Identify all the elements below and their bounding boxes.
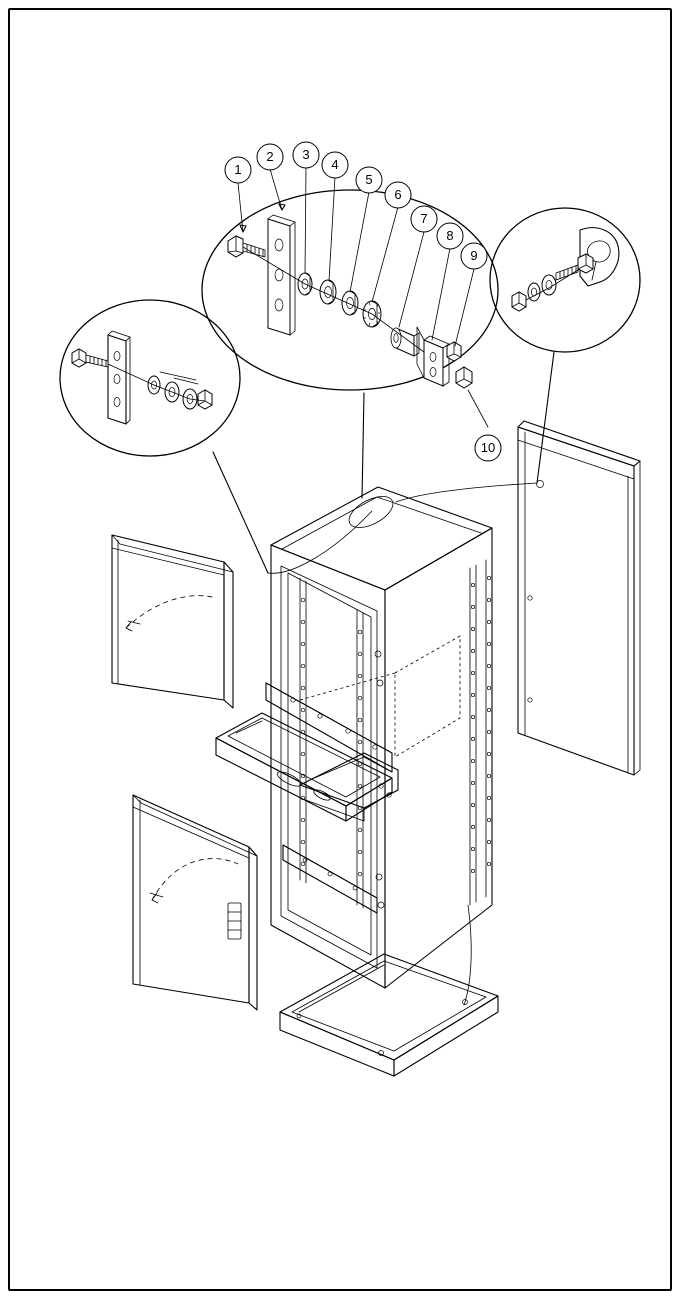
part-1-shoulder-bolt [228, 236, 265, 257]
part-2-hinge-bracket-plate [268, 215, 295, 335]
callout-4: 4 [331, 157, 339, 172]
right-lock-detail [490, 208, 640, 352]
part-5-flat-washer [342, 291, 358, 315]
base-plate [280, 954, 498, 1076]
front-upper-door [112, 535, 233, 708]
callout-5: 5 [365, 172, 373, 187]
callout-3: 3 [302, 147, 310, 162]
part-10-hex-nut [456, 367, 472, 388]
callout-balloons [225, 142, 501, 461]
callout-8: 8 [446, 228, 454, 243]
callout-1: 1 [234, 162, 242, 177]
callout-10: 10 [480, 440, 496, 455]
cabinet-body [266, 487, 492, 988]
left-hinge-detail [60, 300, 240, 456]
part-9-hex-nut [447, 342, 461, 361]
callout-2: 2 [266, 149, 274, 164]
front-lower-door [133, 795, 257, 1010]
callout-6: 6 [394, 187, 402, 202]
side-panel [518, 421, 640, 775]
callout-7: 7 [420, 211, 428, 226]
part-7-spacer-bushing [391, 328, 419, 356]
callout-9: 9 [470, 248, 478, 263]
